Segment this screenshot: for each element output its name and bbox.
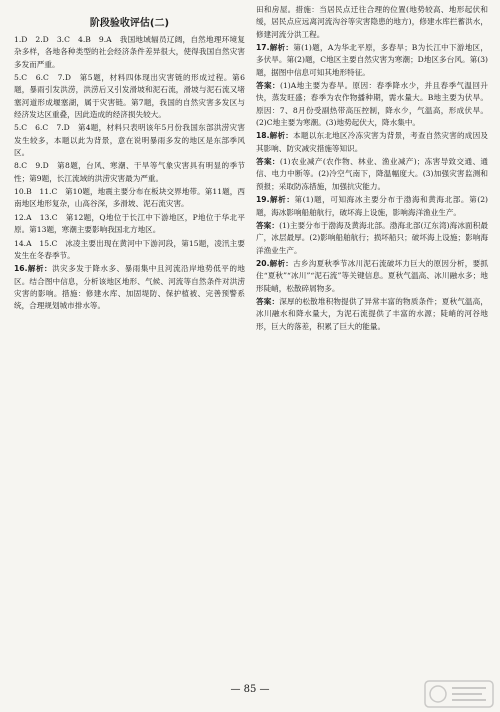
analysis-label: 18.解析：	[256, 131, 294, 141]
answer-text: 深厚的松散堆积物提供了异常丰富的物质条件；夏秋气温高，冰川融水和降水量大，为泥石流提供了丰富的水源；陡峭的河谷地形，巨大的落差，积累了巨大的能量。	[256, 296, 489, 331]
page-number: — 85 —	[230, 684, 270, 695]
analysis-text: 第(1)题，A为华北平原，多春旱；B为长江中下游地区，多伏旱。第(2)题，C地区主要自然灾害为寒潮；D地区多台风。第(3)题，据图中信息可知其地形特征。	[256, 43, 489, 77]
answer-text: (1)农业减产(农作物、林业、渔业减产)；冻害导致交通、通信、电力中断等。(2)冷空气南下，降温幅度大。(3)加强灾害监测和预报；采取防冻措施，加强抗灾能力。	[256, 157, 488, 191]
section-heading: 阶段验收评估(二)	[89, 18, 170, 29]
answer-item: 5.C 6.C 7.D 第5题，材料四体现出灾害链的形成过程。第6题，暴雨引发洪涝，洪涝后又引发滑坡和泥石流，滑坡与泥石流又堵塞河道形成堰塞湖，属于灾害链。第7题，我国的自然灾害多发区与经济发达区重叠，因此造成的经济损失较大。	[14, 73, 245, 120]
analysis-text: 第(1)题，可知海冰主要分布于渤海和黄海北部。第(2)题，海冰影响船舶航行，破坏海上设施，影响海洋渔业生产。	[256, 195, 489, 217]
answer-label: 答案：	[256, 220, 280, 230]
answer-item-18	[256, 130, 488, 155]
answer-block-17	[256, 80, 488, 129]
answer-item-17	[256, 42, 488, 79]
answer-item-19	[256, 194, 488, 219]
answer-item: 田和房屋。措施：当居民点迁往合理的位置(地势较高、地形起伏和缓，居民点应远离河流沟谷等灾害隐患的地方)，修建水库拦蓄洪水，修建河流分洪工程。	[256, 5, 488, 39]
answer-block-19	[256, 220, 488, 257]
analysis-text: 古乡沟夏秋季节冰川泥石流破坏力巨大的原因分析，要抓住“夏秋”“冰川”“泥石流”等关键信息。夏秋气温高、冰川融水多；地形陡峭，松散碎屑物多。	[256, 258, 489, 293]
answer-item: 14.A 15.C 冰凌主要出现在黄河中下游河段，第15题，凌汛主要发生在冬春季节。	[14, 238, 245, 260]
answer-text: (1)A地主要为春旱。原因：春季降水少，并且春季气温回升快，蒸发旺盛；春季为农作物播种期，需水量大。B地主要为伏旱。原因：7、8月份受副热带高压控制，降水少，气温高，形成伏旱。(2)C地主要为寒潮。(3)地势起伏大，降水集中。	[256, 81, 488, 128]
left-column	[14, 34, 245, 314]
analysis-label: 16.解析：	[14, 264, 53, 274]
watermark-stamp-icon	[424, 680, 494, 708]
answer-text: (1)主要分布于渤海及黄海北部。渤海北部(辽东湾)海冰面积最广，冰层最厚。(2)影响船舶航行；损坏船只；破坏海上设施；影响海洋渔业生产。	[256, 220, 489, 255]
answer-item: 12.A 13.C 第12题，Q地位于长江中下游地区，P地位于华北平原。第13题，寒潮主要影响我国北方地区。	[14, 212, 245, 235]
answer-label: 答案：	[256, 81, 280, 91]
right-column	[256, 4, 488, 334]
analysis-label: 17.解析：	[256, 43, 294, 53]
answer-item: 8.C 9.D 第8题，台风、寒潮、干旱等气象灾害具有明显的季节性；第9题，长江流域的洪涝灾害最为严重。	[14, 161, 245, 183]
analysis-label: 19.解析：	[256, 195, 295, 205]
answer-item-20	[256, 258, 488, 295]
analysis-text: 洪灾多发于降水多、暴雨集中且河流沿岸地势低平的地区。结合图中信息，分析该地区地形、气候、河流等自然条件对洪涝灾害的影响。措施：修建水库、加固堤防、保护植被、完善预警系统，合理规划城市排水等。	[14, 264, 246, 311]
answer-block-18	[256, 156, 488, 193]
analysis-text: 本题以东北地区冷冻灾害为背景，考查自然灾害的成因及其影响、防灾减灾措施等知识。	[256, 131, 489, 153]
answer-item-16	[14, 263, 245, 312]
answer-label: 答案：	[256, 296, 280, 306]
answer-item: 5.C 6.C 7.D 第4题，材料只表明该年5月份我国东部洪涝灾害发生较多，本题以此为背景，意在说明暴雨多发的地区是东部季风区。	[14, 123, 245, 158]
answer-item: 10.B 11.C 第10题，地震主要分布在板块交界地带。第11题，西南地区地形复杂，山高谷深，多滑坡、泥石流灾害。	[14, 187, 245, 209]
answer-item: 1.D 2.D 3.C 4.B 9.A 我国地域辐员辽阔，自然地理环境复杂多样，各地各种类型的社会经济条件差异很大，使得我国自然灾害多发而严重。	[14, 35, 245, 69]
analysis-label: 20.解析：	[256, 258, 294, 268]
answer-label: 答案：	[256, 157, 280, 167]
answer-block-20	[256, 296, 488, 333]
